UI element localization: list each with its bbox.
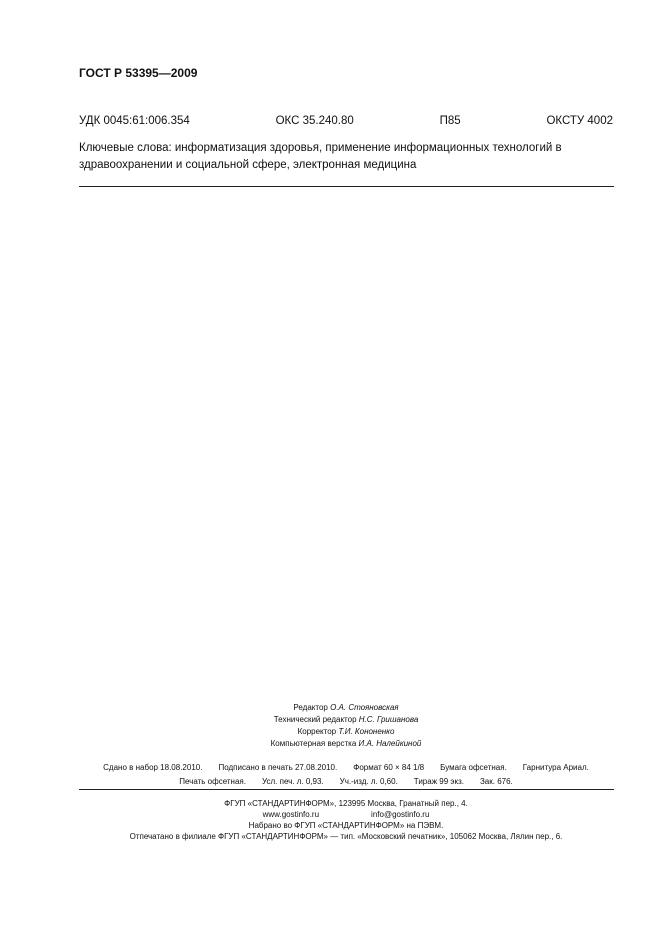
website-link[interactable]: www.gostinfo.ru <box>262 810 320 819</box>
publisher-contacts <box>79 809 613 820</box>
email-link[interactable]: info@gostinfo.ru <box>371 810 430 819</box>
credit-name: Т.И. Кононенко <box>338 727 395 736</box>
credit-name: О.А. Стояновская <box>330 703 399 712</box>
imprint-item: Гарнитура Ариал. <box>522 763 589 772</box>
divider <box>79 186 614 187</box>
imprint-item: Подписано в печать 27.08.2010. <box>218 763 338 772</box>
imprint-item: Сдано в набор 18.08.2010. <box>103 763 203 772</box>
imprint-item: Зак. 676. <box>479 777 513 786</box>
imprint-item: Уч.-изд. л. 0,60. <box>339 777 398 786</box>
publisher-address: ФГУП «СТАНДАРТИНФОРМ», 123995 Москва, Гранатный пер., 4. <box>224 799 468 808</box>
classification-row <box>79 115 613 127</box>
imprint-line-2 <box>79 775 613 789</box>
credit-name: Н.С. Гришанова <box>358 715 419 724</box>
credit-line <box>79 702 613 714</box>
typeset-note: Набрано во ФГУП «СТАНДАРТИНФОРМ» на ПЭВМ. <box>248 821 444 830</box>
standard-number: ГОСТ Р 53395—2009 <box>79 66 198 80</box>
imprint <box>79 761 613 789</box>
imprint-item: Печать офсетная. <box>179 777 246 786</box>
credit-line <box>79 738 613 750</box>
group-code: П85 <box>439 115 461 127</box>
credit-line <box>79 714 613 726</box>
credit-role: Корректор <box>297 727 337 736</box>
credit-line <box>79 726 613 738</box>
imprint-item: Бумага офсетная. <box>440 763 507 772</box>
imprint-item: Формат 60 × 84 1/8 <box>353 763 425 772</box>
credit-role: Редактор <box>293 703 328 712</box>
credits <box>79 702 613 750</box>
oks-code: ОКС 35.240.80 <box>275 115 354 127</box>
credit-name: И.А. Налейкиной <box>358 739 422 748</box>
credit-role: Технический редактор <box>273 715 357 724</box>
udk-code: УДК 0045:61:006.354 <box>79 115 190 127</box>
imprint-item: Усл. печ. л. 0,93. <box>261 777 324 786</box>
divider <box>79 789 614 790</box>
credit-role: Компьютерная верстка <box>270 739 357 748</box>
imprint-line-1 <box>79 761 613 775</box>
imprint-item: Тираж 99 экз. <box>413 777 464 786</box>
publisher-info <box>79 798 613 842</box>
okstu-code: ОКСТУ 4002 <box>546 115 613 127</box>
printed-note: Отпечатано в филиале ФГУП «СТАНДАРТИНФОРМ» — тип. «Московский печатник», 105062 Москва, Лялин пер., 6. <box>129 832 563 841</box>
keywords: Ключевые слова: информатизация здоровья, применение информационных технологий в здравоохранении и социальной сфере, электронная медицина <box>79 142 562 171</box>
